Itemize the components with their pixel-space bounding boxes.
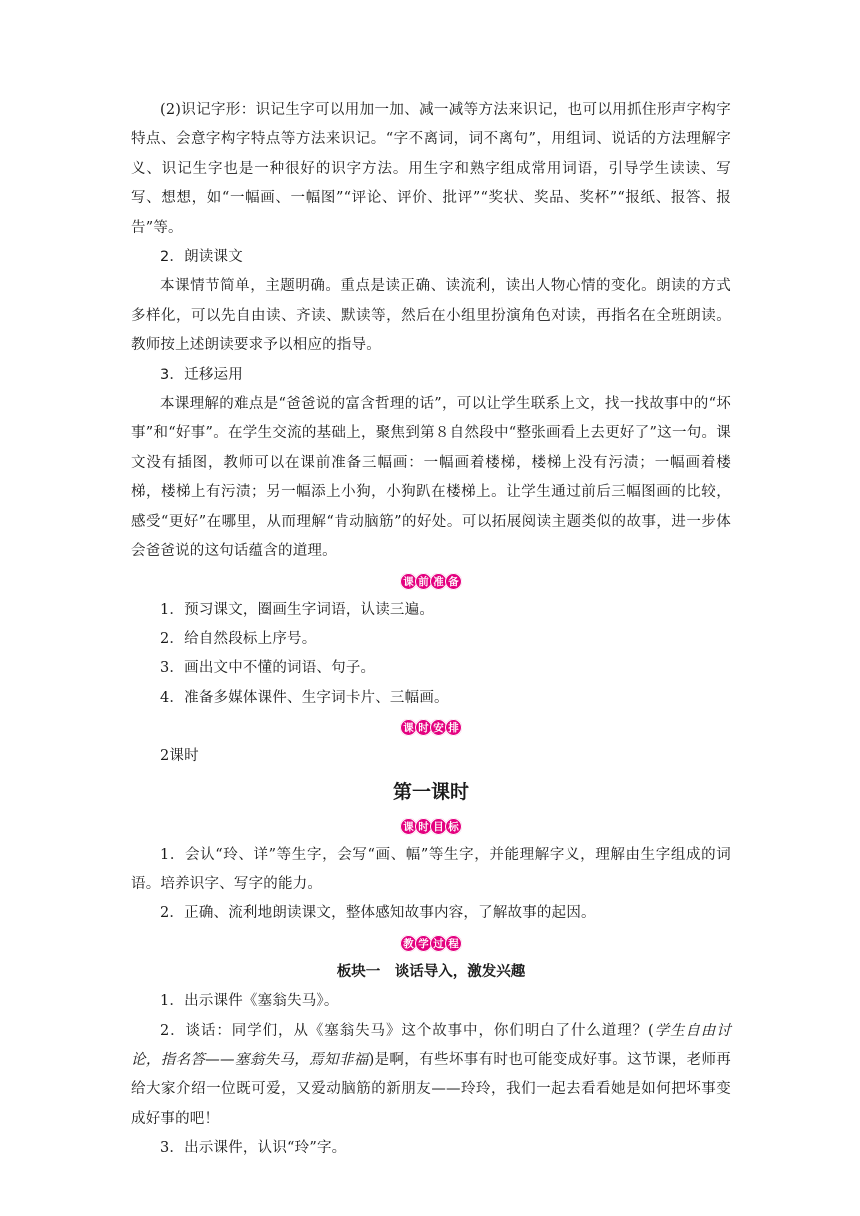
- badge-preparation: [131, 567, 731, 596]
- badge-char: 程: [445, 935, 462, 952]
- paragraph-read-aloud: 本课情节简单，主题明确。重点是读正确、读流利，读出人物心情的变化。朗读的方式多样化，可以先自由读、齐读、默读等，然后在小组里扮演角色对读，再指名在全班朗读。教师按上述朗读要求予以相应的指导。: [131, 278, 731, 354]
- paragraph-transfer-application: 本课理解的难点是“爸爸说的富含哲理的话”，可以让学生联系上文，找一找故事中的“坏事”和“好事”。在学生交流的基础上，聚焦到第８自然段中“整张画看上去更好了”这一句。课文没有插图，教师可以在课前准备三幅画：一幅画着楼梯，楼梯上没有污渍；一幅画着楼梯，楼梯上有污渍；另一幅添上小狗，小狗趴在楼梯上。让学生通过前后三幅图画的比较，感受“更好”在哪里，从而理解“肯动脑筋”的好处。可以拓展阅读主题类似的故事，进一步体会爸爸说的这句话蕴含的道理。: [131, 396, 731, 560]
- badge-char: 安: [430, 719, 447, 736]
- step-text: 2．谈话：同学们，从《塞翁失马》这个故事中，你们明白了什么道理？(: [160, 1022, 654, 1039]
- prep-item: 1．预习课文，圈画生字词语，认读三遍。: [160, 601, 435, 618]
- process-step: 3．出示课件，认识“玲”字。: [160, 1140, 347, 1157]
- badge-char: 时: [415, 719, 432, 736]
- badge-char: 备: [445, 573, 462, 590]
- prep-item: 4．准备多媒体课件、生字词卡片、三幅画。: [160, 689, 449, 706]
- badge-char: 课: [400, 818, 417, 835]
- badge-char: 排: [445, 719, 462, 736]
- badge-char: 课: [400, 573, 417, 590]
- badge-char: 教: [400, 935, 417, 952]
- lesson-title: 第一课时: [392, 780, 469, 803]
- goal-item: 2．正确、流利地朗读课文，整体感知故事内容，了解故事的起因。: [160, 905, 596, 922]
- schedule-text: 2课时: [160, 748, 199, 765]
- badge-char: 准: [430, 573, 447, 590]
- badge-char: 前: [415, 573, 432, 590]
- badge-teaching-process: [131, 929, 731, 958]
- badge-char: 课: [400, 719, 417, 736]
- prep-item: 2．给自然段标上序号。: [160, 630, 317, 647]
- heading-transfer-application: 3．迁移运用: [160, 366, 243, 383]
- step-text: )是啊，有些坏事有时也可能变成好事。这节课，老师再给大家介绍一位既可爱，又爱动脑筋的新朋友——玲玲，我们一起去看看她是如何把坏事变成好事的吧！: [131, 1051, 731, 1127]
- heading-read-aloud: 2．朗读课文: [160, 249, 243, 266]
- badge-char: 标: [445, 818, 462, 835]
- prep-item: 3．画出文中不懂的词语、句子。: [160, 660, 376, 677]
- badge-char: 目: [430, 818, 447, 835]
- badge-goals: [131, 812, 731, 841]
- badge-char: 学: [415, 935, 432, 952]
- process-step: 1．出示课件《塞翁失马》。: [160, 993, 339, 1010]
- goal-item: 1．会认“玲、详”等生字，会写“画、幅”等生字，并能理解字义，理解由生字组成的词语。培养识字、写字的能力。: [131, 846, 731, 892]
- paragraph-stroke-recognition: (2)识记字形：识记生字可以用加一加、减一减等方法来识记，也可以用抓住形声字构字特点、会意字构字特点等方法来识记。“字不离词，词不离句”，用组词、说话的方法理解字义、识记生字也是一种很好的识字方法。用生字和熟字组成常用词语，引导学生读读、写写、想想，如“一幅画、一幅图”“评论、评价、批评”“奖状、奖品、奖杯”“报纸、报答、报告”等。: [131, 102, 731, 236]
- badge-char: 时: [415, 818, 432, 835]
- badge-char: 过: [430, 935, 447, 952]
- badge-schedule: [131, 713, 731, 742]
- process-step: [131, 1017, 731, 1135]
- step-note: 学生自由讨论，指名答——塞翁失马，焉知非福: [131, 1022, 732, 1068]
- section-title: 板块一 谈话导入，激发兴趣: [336, 963, 526, 980]
- document-page: [131, 96, 731, 1164]
